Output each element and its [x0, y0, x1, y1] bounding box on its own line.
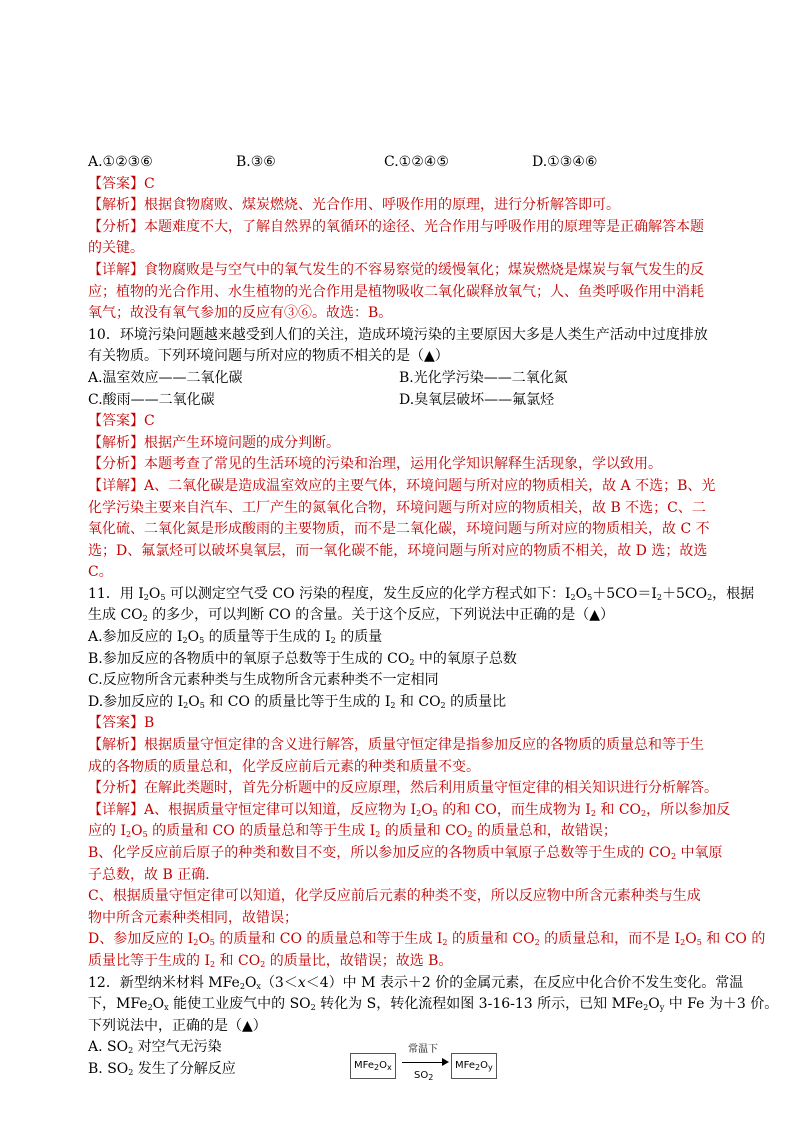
- q11-stem-line: 11．用 $I_2O_5$ 可以测定空气受 CO 污染的程度，发生反应的化学方程式如下：$I_2O_5+5CO=I_2+5CO_2$，根据: [88, 585, 755, 602]
- q10-option-b: B.光化学污染——二氧化氮: [399, 369, 568, 386]
- q9-option-a: A.①②③⑥: [88, 154, 153, 170]
- q11-fenxi: 【分析】在解此类题时，首先分析题中的反应原理，然后利用质量守恒定律的相关知识进行分析解答。: [88, 780, 718, 797]
- q9-option-c: C.①②④⑤: [384, 154, 449, 170]
- q10-detail-line: 化学污染主要来自汽车、工厂产生的氮氧化合物，环境问题与所对应的物质相关，故 B 不选；C、二: [88, 499, 706, 516]
- q12-stem-line: 下列说法中，正确的是（▲）: [88, 1017, 267, 1034]
- q11-detail-line: C、根据质量守恒定律可以知道，化学反应前后元素的种类不变，所以反应物中所含元素种类与生成: [88, 888, 701, 905]
- q10-option-c: C.酸雨——二氧化碳: [88, 391, 215, 408]
- q11-option-d: D.参加反应的 $I_2O_5$ 和 CO 的质量比等于生成的 $I_2$ 和 $CO_2$ 的质量比: [88, 693, 507, 710]
- q11-detail-line: 物中所含元素种类相同，故错误；: [88, 909, 298, 926]
- q11-jiexi-line: 【解析】根据质量守恒定律的含义进行解答，质量守恒定律是指参加反应的各物质的质量总和等于生: [88, 737, 704, 754]
- q10-stem-line: 有关物质。下列环境问题与所对应的物质不相关的是（▲）: [88, 348, 449, 365]
- q9-option-d: D.①③④⑥: [532, 154, 598, 170]
- q10-detail-line: 氧化硫、二氧化氮是形成酸雨的主要物质，而不是二氧化碳，环境问题与所对应的物质相关，故 C 不: [88, 521, 710, 538]
- q11-stem-line: 生成 $CO_2$ 的多少，可以判断 CO 的含量。关于这个反应，下列说法中正确的是（▲）: [88, 607, 615, 624]
- q9-detail-line: 【详解】食物腐败是与空气中的氧气发生的不容易察觉的缓慢氧化；煤炭燃烧是煤炭与氧气发生的反: [88, 261, 704, 278]
- q10-jiexi: 【解析】根据产生环境问题的成分判断。: [88, 434, 340, 451]
- q12-option-a: A. $SO_2$ 对空气无污染: [88, 1039, 222, 1056]
- q10-answer: 【答案】C: [88, 413, 155, 430]
- q12-stem-line: 下，$MFe_2O_x$ 能使工业废气中的 $SO_2$ 转化为 S，转化流程如图 3-16-13 所示，已知 $MFe_2O_y$ 中 Fe 为＋3 价。: [88, 996, 779, 1013]
- q11-option-c: C.反应物所含元素种类与生成物所含元素种类不一定相同: [88, 672, 439, 689]
- q9-fenxi-line: 的关键。: [88, 240, 144, 257]
- q10-detail-line: C。: [88, 564, 113, 581]
- q11-detail-line: 应的 $I_2O_5$ 的质量和 CO 的质量总和等于生成 $I_2$ 的质量和 $CO_2$ 的质量总和，故错误；: [88, 823, 617, 840]
- q11-answer: 【答案】B: [88, 715, 155, 732]
- flow-reagent-label: $SO_2$: [414, 1070, 434, 1083]
- q11-option-b: B.参加反应的各物质中的氧原子总数等于生成的 $CO_2$ 中的氧原子总数: [88, 650, 517, 667]
- q9-answer: 【答案】C: [88, 175, 155, 192]
- q10-options-row: [88, 368, 710, 390]
- q10-option-d: D.臭氧层破坏——氟氯烃: [399, 391, 555, 408]
- q12-options-block: [88, 1037, 710, 1083]
- q10-fenxi: 【分析】本题考查了常见的生活环境的污染和治理，运用化学知识解释生活现象，学以致用。: [88, 456, 662, 473]
- q11-detail-line: 质量比等于生成的 $I_2$ 和 $CO_2$ 的质量比，故错误；故选 B。: [88, 952, 453, 969]
- q9-detail-line: 应；植物的光合作用、水生植物的光合作用是植物吸收二氧化碳释放氧气；人、鱼类呼吸作用中消耗: [88, 283, 704, 300]
- flow-reactant-box: $MFe_2O_x$: [350, 1053, 396, 1079]
- q9-fenxi-line: 【分析】本题难度不大，了解自然界的氧循环的途径、光合作用与呼吸作用的原理等是正确解答本题: [88, 218, 704, 235]
- q12-option-b: B. $SO_2$ 发生了分解反应: [88, 1060, 236, 1077]
- q10-options-row: [88, 390, 710, 412]
- q10-detail-line: 【详解】A、二氧化碳是造成温室效应的主要气体，环境问题与所对应的物质相关，故 A 不选；B、光: [88, 477, 716, 494]
- q10-detail-line: 选；D、氟氯烃可以破坏臭氧层，而一氧化碳不能，环境问题与所对应的物质不相关，故 D 选；故选: [88, 542, 708, 559]
- q9-options: [88, 152, 710, 174]
- q10-stem-line: 10．环境污染问题越来越受到人们的关注，造成环境污染的主要原因大多是人类生产活动中过度排放: [88, 326, 708, 343]
- q11-detail-line: 【详解】A、根据质量守恒定律可以知道，反应物为 $I_2O_5$ 的和 CO，而生成物为 $I_2$ 和 $CO_2$，所以参加反: [88, 801, 731, 818]
- flow-condition-label: 常温下: [408, 1044, 438, 1056]
- q11-option-a: A.参加反应的 $I_2O_5$ 的质量等于生成的 $I_2$ 的质量: [88, 629, 383, 646]
- q9-jiexi: 【解析】根据食物腐败、煤炭燃烧、光合作用、呼吸作用的原理，进行分析解答即可。: [88, 197, 620, 214]
- q11-detail-line: D、参加反应的 $I_2O_5$ 的质量和 CO 的质量总和等于生成 $I_2$ 的质量和 $CO_2$ 的质量总和，而不是 $I_2O_5$ 和 CO 的: [88, 931, 766, 948]
- flow-arrow-line: [402, 1062, 444, 1063]
- flow-arrow-head: [442, 1058, 449, 1066]
- q9-option-b: B.③⑥: [236, 154, 276, 170]
- document-page: [88, 152, 779, 1083]
- q12-stem-line: 12．新型纳米材料 $MFe_2O_x(3<x<4)$中 M 表示＋2 价的金属元素，在反应中化合价不发生变化。常温: [88, 974, 744, 991]
- flow-product-box: $MFe_2O_y$: [451, 1053, 497, 1079]
- q11-detail-line: B、化学反应前后原子的种类和数目不变，所以参加反应的各物质中氧原子总数等于生成的 $CO_2$ 中氧原: [88, 845, 723, 861]
- q11-detail-line: 子总数，故 B 正确．: [88, 866, 220, 883]
- q9-detail-line: 氧气；故没有氧气参加的反应有③⑥。故选：B。: [88, 305, 393, 322]
- q10-option-a: A.温室效应——二氧化碳: [88, 369, 243, 386]
- q11-jiexi-line: 成的各物质的质量总和，化学反应前后元素的种类和质量不变。: [88, 758, 480, 775]
